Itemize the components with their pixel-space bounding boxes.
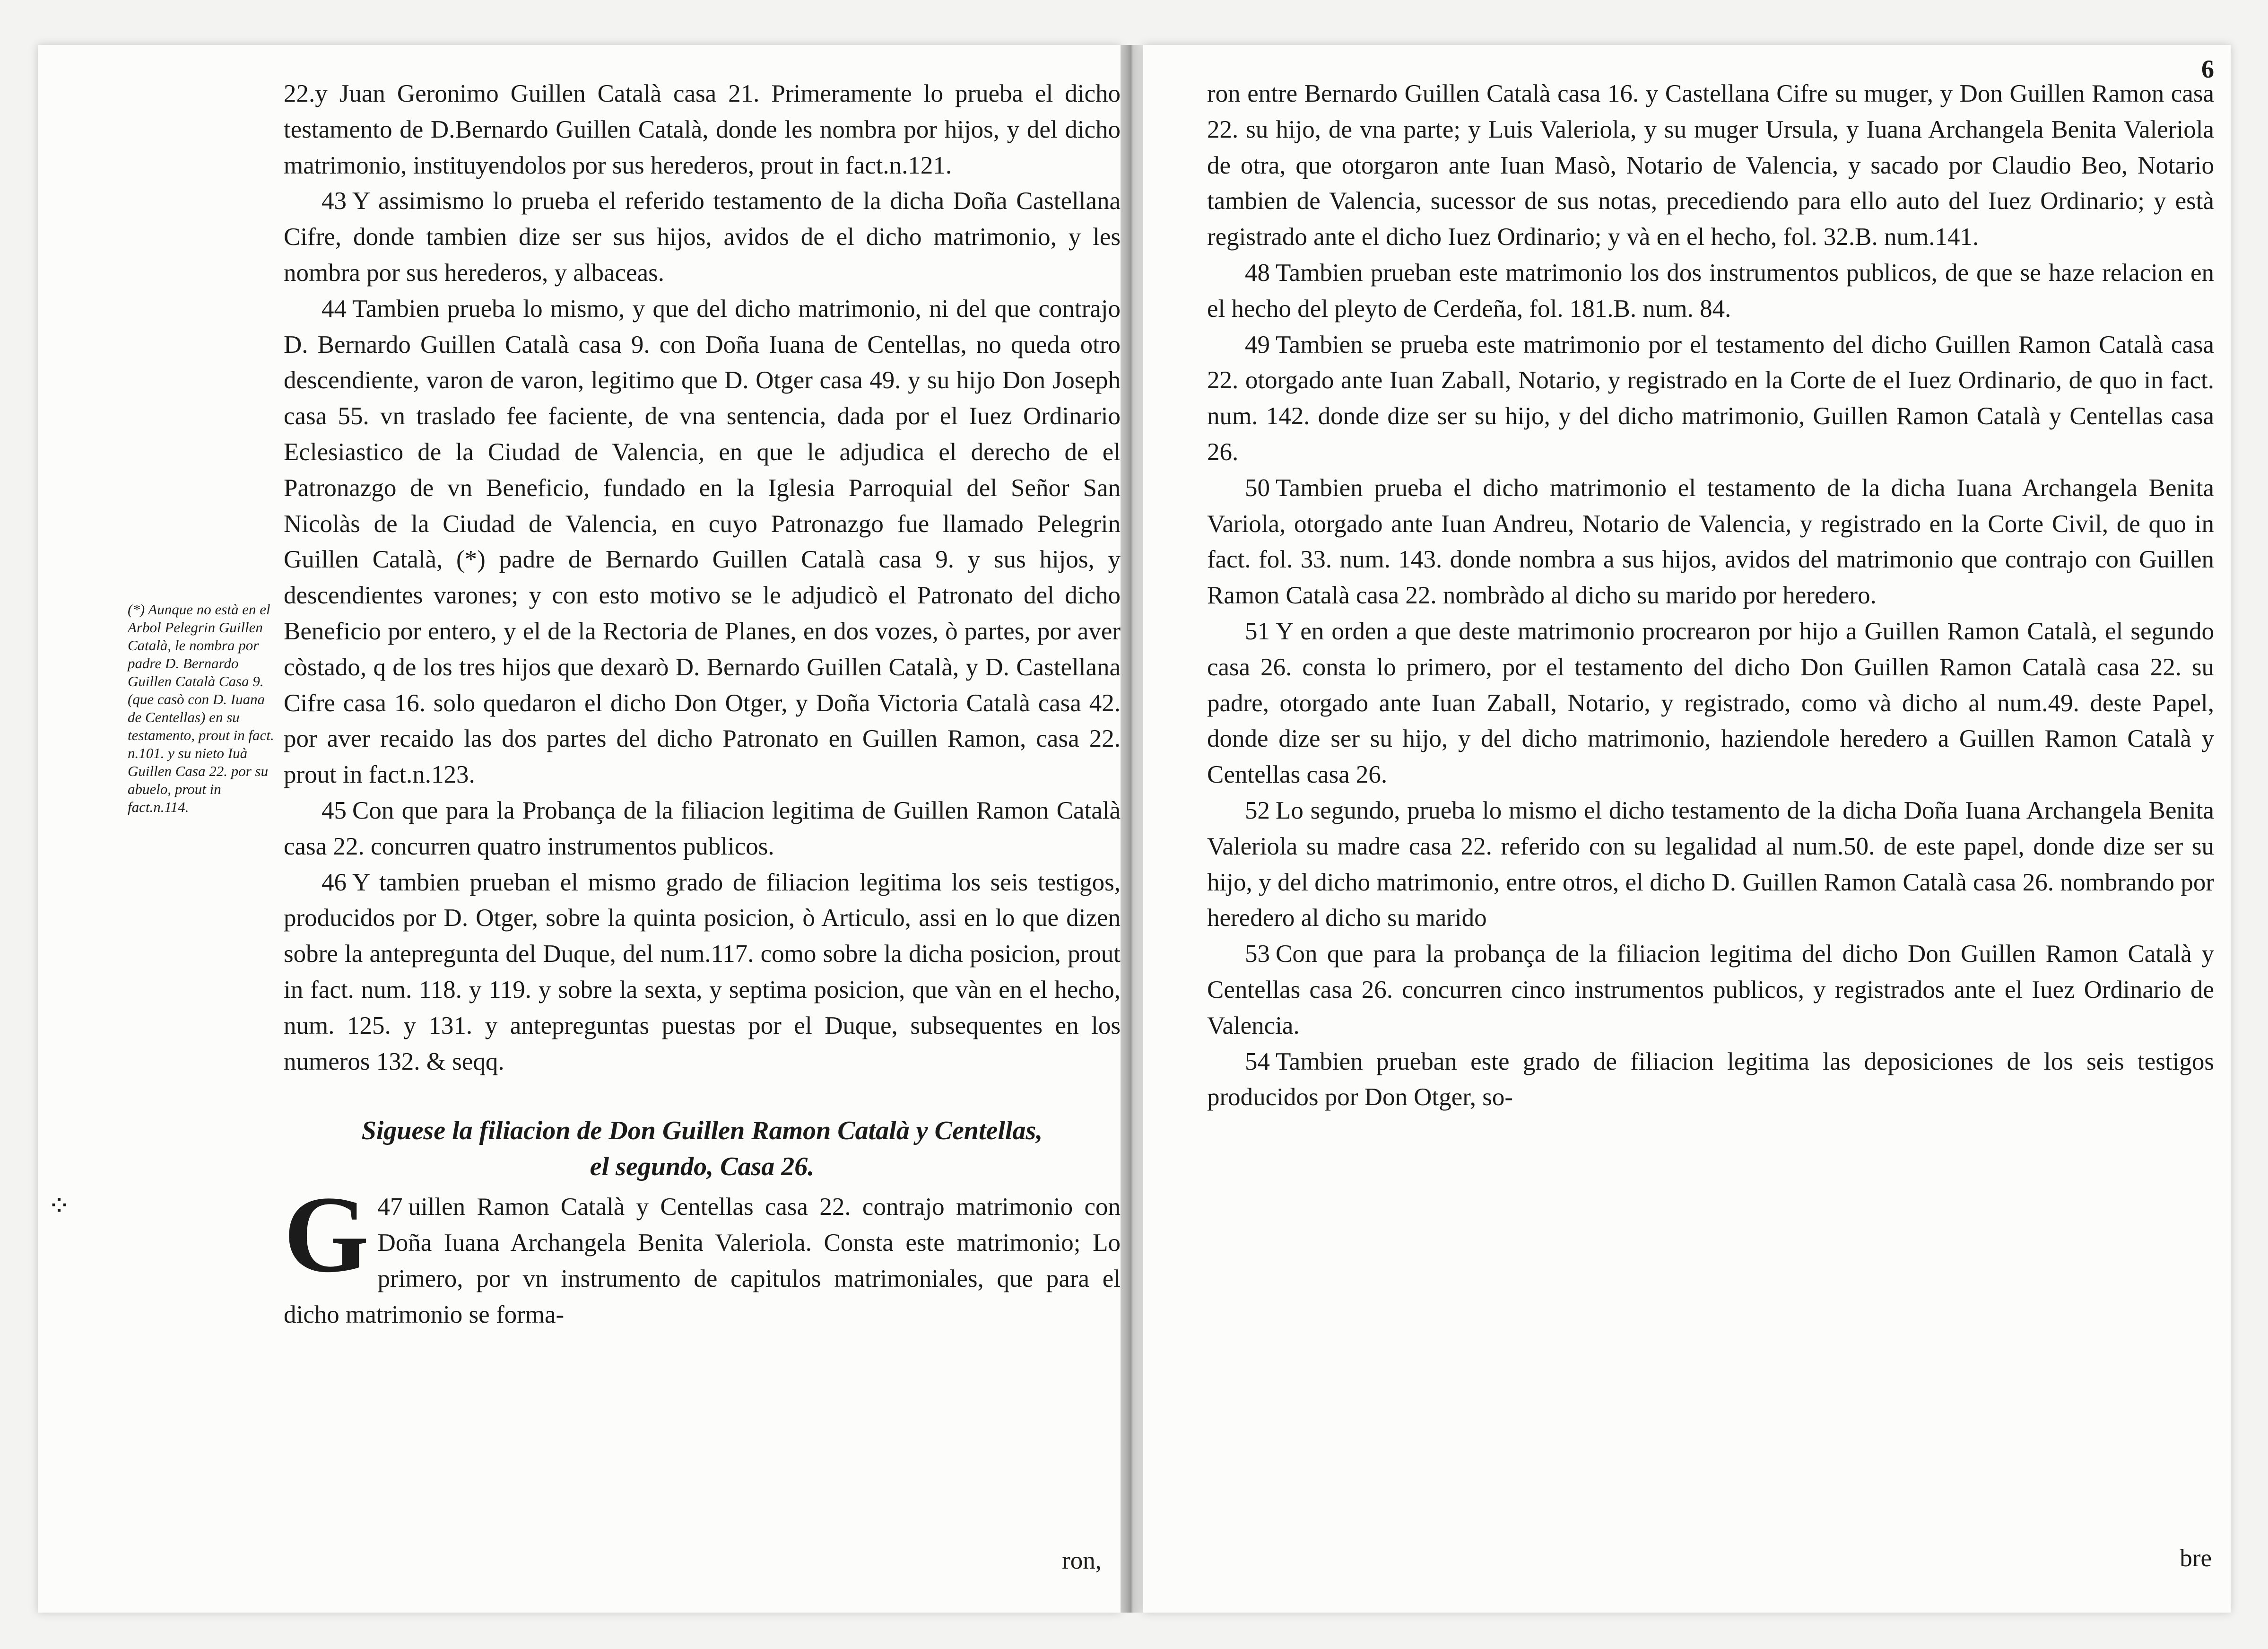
paragraph-number: 51 bbox=[1245, 617, 1270, 645]
paragraph-54 bbox=[1207, 1044, 2214, 1116]
paragraph-number: 52 bbox=[1245, 796, 1270, 824]
section-heading-line-1: Siguese la filiacion de Don Guillen Ramon Català y Centellas, bbox=[361, 1116, 1043, 1146]
left-page bbox=[38, 45, 1121, 1613]
paragraph-number: 44 bbox=[322, 295, 347, 323]
paragraph-text: Tambien prueban este matrimonio los dos instrumentos publicos, de que se haze relacion en el hecho del pleyto de Cerdeña, fol. 181.B. num. 84. bbox=[1207, 259, 2214, 323]
paragraph-text: Lo segundo, prueba lo mismo el dicho testamento de la dicha Doña Iuana Archangela Benita Valeriola su madre casa 22. referido con su legalidad al num.50. de este papel, donde dize ser su hijo, y del dicho matrimonio, entre otros, el dicho D. Guillen Ramon Català casa 26. nombrando por heredero al dicho su marido bbox=[1207, 796, 2214, 932]
paragraph-text: Tambien prueban este grado de filiacion legitima las deposiciones de los seis testigos producidos por Don Otger, so- bbox=[1207, 1047, 2214, 1111]
continued-paragraph: ron entre Bernardo Guillen Català casa 16. y Castellana Cifre su muger, y Don Guillen Ramon casa 22. su hijo, de vna parte; y Luis Valeriola, y su muger Ursula, y Iuana Archangela Benita Valeriola de otra, que otorgaron ante Iuan Masò, Notario de Valencia, y sacado por Claudio Beo, Notario tambien de Valencia, sucessor de sus notas, precediendo para ello auto del Iuez Ordinario; y està registrado ante el dicho Iuez Ordinario; y và en el hecho, fol. 32.B. num.141. bbox=[1207, 80, 2214, 251]
paragraph-44 bbox=[284, 291, 1121, 793]
paragraph-number: 46 bbox=[322, 868, 347, 896]
book-gutter bbox=[1121, 45, 1143, 1613]
paragraph-47 bbox=[284, 1174, 1121, 1333]
paragraph-52 bbox=[1207, 793, 2214, 936]
marginal-note: (*) Aunque no està en el Arbol Pelegrin Guillen Català, le nombra por padre D. Bernardo Guillen Català Casa 9. (que casò con D. Iuana de Centellas) en su testamento, prout in fact. n.101. y su nieto Iuà Guillen Casa 22. por su abuelo, prout in fact.n.114. bbox=[128, 601, 274, 815]
paragraph-53 bbox=[1207, 936, 2214, 1044]
paragraph-text: uillen Ramon Català y Centellas casa 22. contrajo matrimonio con Doña Iuana Archangela Benita Valeriola. Consta este matrimonio; Lo primero, por vn instrumento de capitulos matrimoniales, que para el dicho matrimonio se forma- bbox=[284, 1193, 1121, 1328]
paragraph-text: Y en orden a que deste matrimonio procrearon por hijo a Guillen Ramon Català, el segundo casa 26. consta lo primero, por el testamento del dicho Don Guillen Ramon Català casa 22. su padre, otorgado ante Iuan Zaball, Notario, y registrado, como và dicho al num.49. deste Papel, donde dize ser su hijo, y del dicho matrimonio, haziendole heredero a Guillen Ramon Català y Centellas casa 26. bbox=[1207, 617, 2214, 789]
drop-cap: G bbox=[284, 1174, 369, 1296]
paragraph-number: 49 bbox=[1245, 331, 1270, 358]
paragraph-number: 47 bbox=[377, 1193, 403, 1221]
paragraph-number: 45 bbox=[322, 796, 347, 824]
paragraph-48 bbox=[1207, 255, 2214, 327]
paragraph-46 bbox=[284, 865, 1121, 1080]
paragraph-51 bbox=[1207, 614, 2214, 793]
paragraph-number: 48 bbox=[1245, 259, 1270, 287]
paragraph-text: Con que para la Probança de la filiacion legitima de Guillen Ramon Català casa 22. concurren quatro instrumentos publicos. bbox=[284, 796, 1121, 860]
continued-paragraph: 22.y Juan Geronimo Guillen Català casa 21. Primeramente lo prueba el dicho testamento de D.Bernardo Guillen Català, donde les nombra por hijos, y del dicho matrimonio, instituyendolos por sus herederos, prout in fact.n.121. bbox=[284, 80, 1121, 179]
paragraph-50 bbox=[1207, 471, 2214, 614]
paragraph-text: Y assimismo lo prueba el referido testamento de la dicha Doña Castellana Cifre, donde tambien dize ser sus hijos, avidos de el dicho matrimonio, y les nombra por sus herederos, y albaceas. bbox=[284, 187, 1121, 287]
folio-number: 6 bbox=[2201, 55, 2214, 83]
paragraph-text: Tambien se prueba este matrimonio por el testamento del dicho Guillen Ramon Català casa 22. otorgado ante Iuan Zaball, Notario, y registrado en la Corte de el Iuez Ordinario, de quo in fact. num. 142. donde dize ser su hijo, y del dicho matrimonio, Guillen Ramon Català y Centellas casa 26. bbox=[1207, 331, 2214, 466]
section-heading-line-2: el segundo, Casa 26. bbox=[590, 1152, 815, 1182]
paragraph-number: 53 bbox=[1245, 940, 1270, 968]
paragraph-text: Tambien prueba el dicho matrimonio el testamento de la dicha Iuana Archangela Benita Variola, otorgado ante Iuan Andreu, Notario de Valencia, y registrado en la Corte Civil, de quo in fact. fol. 33. num. 143. donde nombra a sus hijos, avidos del matrimonio que contrajo con Guillen Ramon Català casa 22. nombràdo al dicho su marido por heredero. bbox=[1207, 474, 2214, 610]
paragraph-number: 43 bbox=[322, 187, 347, 215]
section-heading bbox=[284, 1113, 1121, 1185]
right-page-text bbox=[1207, 76, 2214, 1116]
catchword: ron, bbox=[1062, 1547, 1102, 1574]
paragraph-text: Y tambien prueban el mismo grado de filiacion legitima los seis testigos, producidos por D. Otger, sobre la quinta posicion, ò Articulo, assi en lo que dizen sobre la antepregunta del Duque, del num.117. como sobre la dicha posicion, prout in fact. num. 118. y 119. y sobre la sexta, y septima posicion, que vàn en el hecho, num. 125. y 131. y antepreguntas puestas por el Duque, subsequentes en los numeros 132. & seqq. bbox=[284, 868, 1121, 1075]
right-page bbox=[1143, 45, 2231, 1613]
left-page-text bbox=[284, 76, 1121, 1333]
paragraph-number: 54 bbox=[1245, 1047, 1270, 1075]
paragraph-49 bbox=[1207, 327, 2214, 471]
paragraph-number: 50 bbox=[1245, 474, 1270, 502]
paragraph-45 bbox=[284, 793, 1121, 865]
paragraph-text: Con que para la probança de la filiacion legitima del dicho Don Guillen Ramon Català y Centellas casa 26. concurren cinco instrumentos publicos, y registrados ante el Iuez Ordinario de Valencia. bbox=[1207, 940, 2214, 1039]
catchword: bre bbox=[2180, 1544, 2212, 1572]
paragraph-text: Tambien prueba lo mismo, y que del dicho matrimonio, ni del que contrajo D. Bernardo Guillen Català casa 9. con Doña Iuana de Centellas, no queda otro descendiente, varon de varon, legitimo que D. Otger casa 49. y su hijo Don Joseph casa 55. vn traslado fee faciente, de vna sentencia, dada por el Iuez Ordinario Eclesiastico de la Ciudad de Valencia, en que le adjudica el derecho de el Patronazgo de vn Beneficio, fundado en la Iglesia Parroquial del Señor San Nicolàs de la Ciudad de Valencia, en cuyo Patronazgo fue llamado Pelegrin Guillen Català, (*) padre de Bernardo Guillen Català casa 9. y sus hijos, y descendientes varones; y con esto motivo se le adjudicò el Patronato del dicho Beneficio por entero, y el de la Rectoria de Planes, en dos vozes, ò partes, por aver còstado, q de los tres hijos que dexarò D. Bernardo Guillen Català, y D. Castellana Cifre casa 16. solo quedaron el dicho Don Otger, y Doña Victoria Català casa 42. por aver recaido las dos partes del dicho Patronato en Guillen Ramon, casa 22. prout in fact.n.123. bbox=[284, 295, 1121, 789]
paragraph-43 bbox=[284, 183, 1121, 291]
ink-mark: ⁘ bbox=[47, 1190, 71, 1221]
